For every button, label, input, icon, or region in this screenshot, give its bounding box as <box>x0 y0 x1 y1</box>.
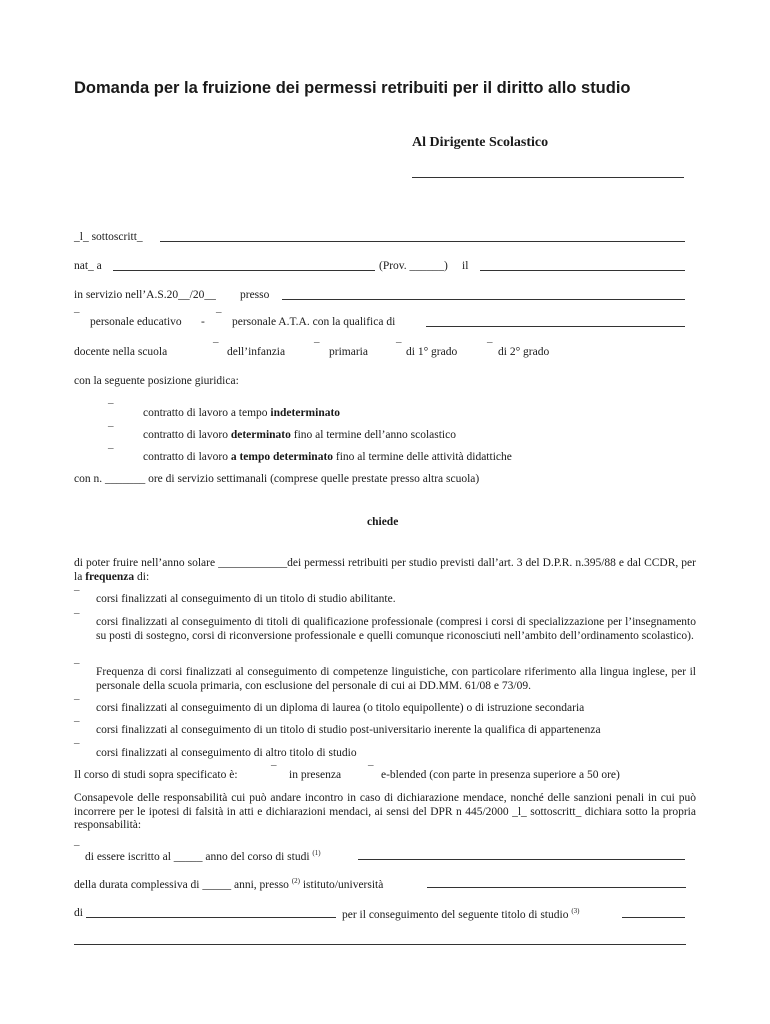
fruire-paragraph: di poter fruire nell’anno solare ____________dei permessi retribuiti per studio previsti dall’art. 3 del D.P.R. n.395/88 e dal CCDR, per la frequenza di: <box>74 557 696 583</box>
checkbox-personale-ata[interactable]: ¯ <box>216 311 222 323</box>
ente-field[interactable] <box>86 908 336 918</box>
ore-servizio-line: con n. _______ ore di servizio settimanali (comprese quelle prestate presso altra scuola) <box>74 473 480 485</box>
corso-altro-label: corsi finalizzati al conseguimento di altro titolo di studio <box>96 747 357 759</box>
corso-specificato-label: Il corso di studi sopra specificato è: <box>74 769 238 781</box>
prov-field[interactable]: (Prov. ______) <box>379 260 448 272</box>
docente-label: docente nella scuola <box>74 346 168 358</box>
corso-qualificazione-label: corsi finalizzati al conseguimento di titoli di qualificazione professionale (compresi i corsi di specializzazione per l’insegnamento su posti di sostegno, corsi di riconversione professionale e quelli comunque riconosciuti nell’ambito dell’ordinamento scolastico). <box>96 616 696 642</box>
dash-separator: - <box>201 316 205 328</box>
checkbox-corso-linguistico[interactable]: ¯ <box>74 662 80 674</box>
iscritto-label: di essere iscritto al _____ anno del corso di studi $^{(1)}$ <box>85 849 321 863</box>
contratto-indeterminato-label: contratto di lavoro a tempo indeterminato <box>143 407 341 419</box>
in-presenza-label: in presenza <box>289 769 342 781</box>
qualifica-field[interactable] <box>426 317 685 327</box>
checkbox-corso-laurea[interactable]: ¯ <box>74 698 80 710</box>
durata-label: della durata complessiva di _____ anni, presso $^{(2)}$ istituto/università <box>74 877 384 891</box>
corso-post-universitario-label: corsi finalizzati al conseguimento di un titolo di studio post-universitario inerente la qualifica di appartenenza <box>96 724 601 736</box>
checkbox-contratto-determinato[interactable]: ¯ <box>108 425 114 437</box>
addressee-signature-line[interactable] <box>412 177 684 178</box>
checkbox-corso-post-universitario[interactable]: ¯ <box>74 720 80 732</box>
checkbox-iscritto[interactable]: ¯ <box>74 844 80 856</box>
checkbox-in-presenza[interactable]: ¯ <box>271 764 277 776</box>
titolo-continuation-field[interactable] <box>74 935 686 945</box>
personale-educativo-label: personale educativo <box>90 316 182 328</box>
checkbox-primo-grado[interactable]: ¯ <box>396 341 402 353</box>
school-field[interactable] <box>282 290 685 300</box>
checkbox-secondo-grado[interactable]: ¯ <box>487 341 493 353</box>
chiede-heading: chiede <box>367 516 399 528</box>
birthdate-field[interactable] <box>480 261 685 271</box>
il-label: il <box>462 260 469 272</box>
servizio-label: in servizio nell’A.S.20__/20__ <box>74 289 216 301</box>
corso-linguistico-label: Frequenza di corsi finalizzati al conseguimento di competenze linguistiche, con particolare riferimento alla lingua inglese, per il personale della scuola primaria, con esclusione del personale di cui ai DD.MM. 61/08 e 73/09. <box>96 666 696 692</box>
checkbox-contratto-indeterminato[interactable]: ¯ <box>108 402 114 414</box>
checkbox-corso-qualificazione[interactable]: ¯ <box>74 612 80 624</box>
checkbox-e-blended[interactable]: ¯ <box>368 764 374 776</box>
checkbox-personale-educativo[interactable]: ¯ <box>74 311 80 323</box>
infanzia-label: dell’infanzia <box>227 346 286 358</box>
nat-label: nat_ a <box>74 260 102 272</box>
di-label: di <box>74 907 83 919</box>
titolo-label: per il conseguimento del seguente titolo di studio $^{(3)}$ <box>342 907 580 921</box>
birthplace-field[interactable] <box>113 261 375 271</box>
primo-grado-label: di 1° grado <box>406 346 458 358</box>
sottoscritt-label: _l_ sottoscritt_ <box>74 231 143 243</box>
primaria-label: primaria <box>329 346 368 358</box>
personale-ata-label: personale A.T.A. con la qualifica di <box>232 316 396 328</box>
consapevole-paragraph: Consapevole delle responsabilità cui può andare incontro in caso di dichiarazione mendace, nonché delle sanzioni penali in cui può incorrere per le ipotesi di falsità in atti e dichiarazioni mendaci, ai sensi del DPR n 445/2000 _l_ sottoscritt_ dichiara sotto la propria responsabilità: <box>74 792 696 831</box>
checkbox-contratto-tempo-determinato[interactable]: ¯ <box>108 447 114 459</box>
checkbox-infanzia[interactable]: ¯ <box>213 341 219 353</box>
checkbox-corso-altro[interactable]: ¯ <box>74 742 80 754</box>
addressee: Al Dirigente Scolastico <box>412 135 549 150</box>
checkbox-corso-abilitante[interactable]: ¯ <box>74 589 80 601</box>
e-blended-label: e-blended (con parte in presenza superiore a 50 ore) <box>381 769 620 781</box>
contratto-tempo-determinato-label: contratto di lavoro a tempo determinato fino al termine delle attività didattiche <box>143 451 512 463</box>
document-title: Domanda per la fruizione dei permessi retribuiti per il diritto allo studio <box>74 79 631 97</box>
posizione-label: con la seguente posizione giuridica: <box>74 375 239 387</box>
corso-studi-field[interactable] <box>358 850 685 860</box>
corso-laurea-label: corsi finalizzati al conseguimento di un diploma di laurea (o titolo equipollente) o di istruzione secondaria <box>96 702 585 714</box>
checkbox-primaria[interactable]: ¯ <box>314 341 320 353</box>
presso-label: presso <box>240 289 270 301</box>
contratto-determinato-label: contratto di lavoro determinato fino al termine dell’anno scolastico <box>143 429 456 441</box>
secondo-grado-label: di 2° grado <box>498 346 550 358</box>
titolo-field[interactable] <box>622 908 685 918</box>
istituto-field[interactable] <box>427 878 686 888</box>
name-field[interactable] <box>160 232 685 242</box>
corso-abilitante-label: corsi finalizzati al conseguimento di un titolo di studio abilitante. <box>96 593 396 605</box>
